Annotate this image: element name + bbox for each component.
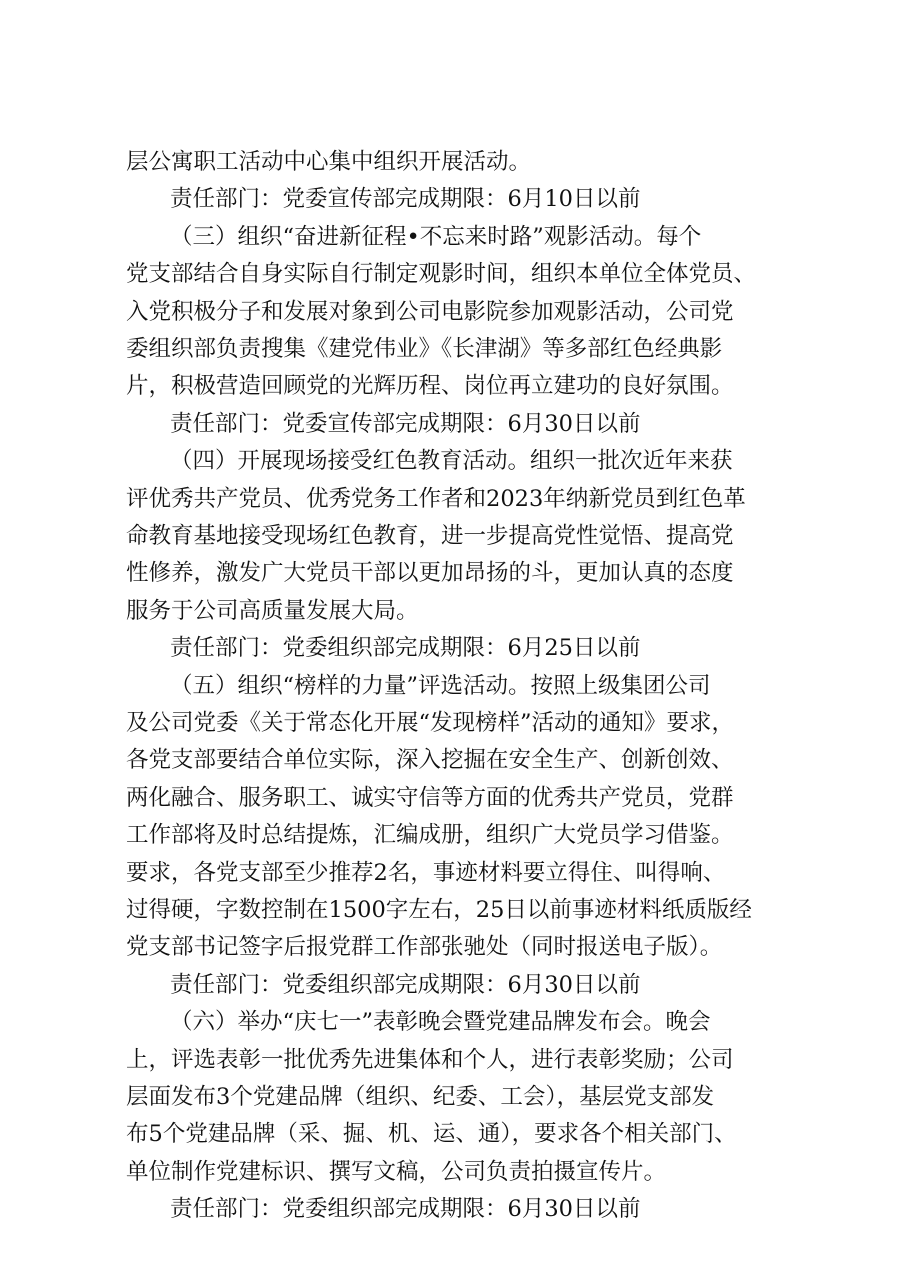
- body-line-7: 片，积极营造回顾党的光辉历程、岗位再立建功的良好氛围。: [126, 373, 734, 400]
- section-heading-3: （三）组织“奋进新征程•不忘来时路”观影活动。每个: [170, 223, 702, 250]
- responsibility-line-1: 责任部门：党委宣传部完成期限：6月10日以前: [170, 186, 641, 213]
- body-line-13: 服务于公司高质量发展大局。: [126, 597, 419, 624]
- body-line-28: 单位制作党建标识、撰写文稿，公司负责拍摄宣传片。: [126, 1158, 667, 1185]
- body-line-5: 入党积极分子和发展对象到公司电影院参加观影活动，公司党: [126, 298, 734, 325]
- section-heading-5: （五）组织“榜样的力量”评选活动。按照上级集团公司: [170, 672, 711, 699]
- body-line-11: 命教育基地接受现场红色教育，进一步提高党性觉悟、提高党: [126, 523, 734, 549]
- body-line-17: 各党支部要结合单位实际，深入挖掘在安全生产、创新创效、: [126, 747, 734, 774]
- responsibility-line-3: 责任部门：党委组织部完成期限：6月25日以前: [170, 635, 641, 662]
- body-line-4: 党支部结合自身实际自行制定观影时间，组织本单位全体党员、: [126, 261, 757, 288]
- responsibility-line-2: 责任部门：党委宣传部完成期限：6月30日以前: [170, 410, 641, 437]
- responsibility-line-4: 责任部门：党委组织部完成期限：6月30日以前: [170, 971, 641, 998]
- body-line-1: 层公寓职工活动中心集中组织开展活动。: [126, 149, 532, 175]
- section-heading-4: （四）开展现场接受红色教育活动。组织一批次近年来获: [170, 448, 733, 475]
- body-line-20: 要求，各党支部至少推荐2名，事迹材料要立得住、叫得响、: [126, 859, 726, 886]
- body-line-22: 党支部书记签字后报党群工作部张驰处（同时报送电子版）。: [126, 934, 723, 961]
- section-heading-6: （六）举办“庆七一”表彰晚会暨党建品牌发布会。晚会: [170, 1009, 711, 1036]
- body-line-16: 及公司党委《关于常态化开展“发现榜样”活动的通知》要求，: [126, 710, 735, 736]
- body-line-25: 上，评选表彰一批优秀先进集体和个人，进行表彰奖励；公司: [126, 1046, 734, 1073]
- body-line-27: 布5个党建品牌（采、掘、机、运、通），要求各个相关部门、: [126, 1121, 737, 1148]
- responsibility-line-5: 责任部门：党委组织部完成期限：6月30日以前: [170, 1196, 641, 1223]
- body-line-12: 性修养，激发广大党员干部以更加昂扬的斗，更加认真的态度: [126, 560, 734, 587]
- body-line-19: 工作部将及时总结提炼，汇编成册，组织广大党员学习借鉴。: [126, 822, 734, 849]
- body-line-18: 两化融合、服务职工、诚实守信等方面的优秀共产党员，党群: [126, 784, 734, 811]
- body-line-10: 评优秀共产党员、优秀党务工作者和2023年纳新党员到红色革: [126, 485, 746, 512]
- body-line-26: 层面发布3个党建品牌（组织、纪委、工会），基层党支部发: [126, 1084, 715, 1110]
- body-line-6: 委组织部负责搜集《建党伟业》《长津湖》等多部红色经典影: [126, 336, 723, 362]
- body-line-21: 过得硬，字数控制在1500字左右，25日以前事迹材料纸质版经: [126, 897, 752, 923]
